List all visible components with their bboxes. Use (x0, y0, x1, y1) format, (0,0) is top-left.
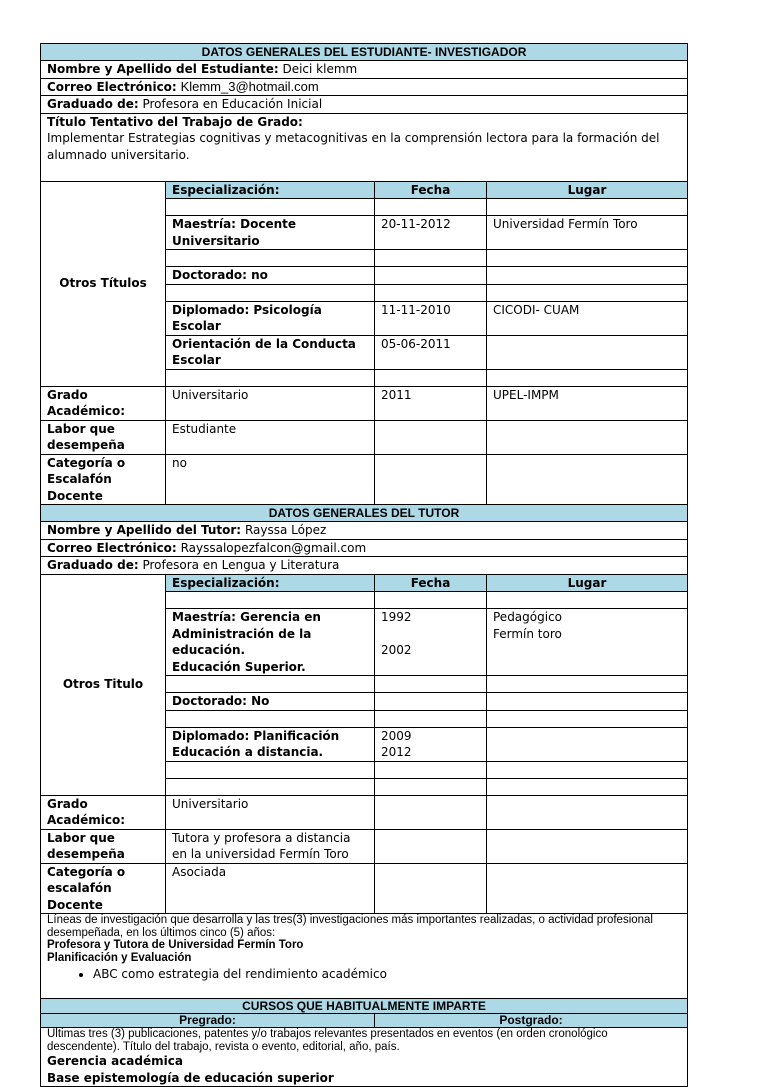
date-cell (375, 199, 487, 216)
spec-line: Educación a distancia. (172, 745, 324, 759)
spec-line: Maestría: Gerencia en Administración de la educación. (172, 610, 321, 657)
tutor-grad-label: Graduado de: (47, 558, 139, 572)
spec-cell (166, 761, 375, 778)
date-cell (375, 369, 487, 386)
spec-cell: Diplomado: Psicología Escolar (166, 301, 375, 335)
student-labor-row (41, 420, 688, 454)
spec-cell (166, 676, 375, 693)
spec-cell (166, 369, 375, 386)
student-grad-row (41, 96, 688, 114)
tutor-cat-label: Categoría o escalafón Docente (41, 863, 166, 914)
student-col-date: Fecha (375, 181, 487, 199)
spec-cell (166, 284, 375, 301)
date-cell: 11-11-2010 (375, 301, 487, 335)
student-name-row (41, 61, 688, 79)
place-cell (487, 250, 688, 267)
spec-cell (166, 710, 375, 727)
student-cat-value: no (166, 454, 375, 505)
spec-cell (166, 199, 375, 216)
empty-cell (487, 454, 688, 505)
date-cell (375, 693, 487, 711)
tutor-research-line: Planificación y Evaluación (47, 951, 192, 964)
form-sheet (40, 43, 687, 1087)
tutor-labor-value: Tutora y profesora a distancia en la universidad Fermín Toro (166, 829, 375, 863)
place-cell: Universidad Fermín Toro (487, 216, 688, 250)
empty-cell (375, 829, 487, 863)
place-cell (487, 284, 688, 301)
tutor-research-list (47, 966, 681, 982)
place-cell (487, 727, 688, 761)
student-thesis-cell (41, 113, 688, 181)
place-cell (487, 335, 688, 369)
list-item: • ABC como estrategia del rendimiento académico (93, 966, 681, 982)
student-col-spec: Especialización: (166, 181, 375, 199)
student-grado-row (41, 386, 688, 420)
student-labor-label: Labor que desempeña (41, 420, 166, 454)
tutor-other-titles-label: Otros Titulo (41, 574, 166, 795)
courses-pub-item: Base epistemología de educación superior (47, 1070, 334, 1085)
tutor-grad-value: Profesora en Lengua y Literatura (142, 558, 340, 572)
date-cell (375, 250, 487, 267)
tutor-email-row (41, 539, 688, 557)
place-cell (487, 778, 688, 795)
tutor-research-cell (41, 914, 688, 999)
tutor-grado-value: Universitario (166, 795, 375, 829)
empty-cell (487, 420, 688, 454)
student-grado-date: 2011 (375, 386, 487, 420)
empty-cell (375, 795, 487, 829)
empty-cell (375, 863, 487, 914)
spec-cell (166, 250, 375, 267)
student-grad-label: Graduado de: (47, 97, 139, 111)
student-grado-value: Universitario (166, 386, 375, 420)
student-thesis-label: Título Tentativo del Trabajo de Grado: (47, 114, 303, 129)
place-cell: CICODI- CUAM (487, 301, 688, 335)
form-table (40, 43, 688, 1087)
empty-cell (487, 795, 688, 829)
tutor-research-line: Profesora y Tutora de Universidad Fermín Toro (47, 939, 304, 951)
date-cell (375, 761, 487, 778)
spec-line: Educación Superior. (172, 659, 306, 674)
tutor-grado-row (41, 795, 688, 829)
student-name-value: Deici klemm (282, 62, 358, 76)
spec-cell (166, 778, 375, 795)
spec-cell: Doctorado: No (166, 693, 375, 711)
student-email-value: Klemm_3@hotmail.com (180, 78, 319, 94)
tutor-name-label: Nombre y Apellido del Tutor: (47, 523, 242, 537)
date-cell (375, 727, 487, 761)
place-line: Fermín toro (493, 626, 562, 641)
tutor-cat-value: Asociada (166, 863, 375, 914)
student-email-row (41, 78, 688, 96)
tutor-email-label: Correo Electrónico: (47, 540, 177, 555)
date-cell (375, 676, 487, 693)
tutor-col-place: Lugar (487, 574, 688, 592)
place-cell (487, 761, 688, 778)
student-email-label: Correo Electrónico: (47, 79, 177, 94)
student-section-header: DATOS GENERALES DEL ESTUDIANTE- INVESTIGADOR (41, 44, 688, 61)
courses-section-header: CURSOS QUE HABITUALMENTE IMPARTE (41, 999, 688, 1014)
spec-cell (166, 592, 375, 609)
tutor-grado-label: Grado Académico: (41, 795, 166, 829)
date-cell: 05-06-2011 (375, 335, 487, 369)
student-grad-value: Profesora en Educación Inicial (142, 97, 323, 111)
date-cell: 20-11-2012 (375, 216, 487, 250)
courses-pubs-intro: Ultimas tres (3) publicaciones, patentes y/o trabajos relevantes presentados en eventos (en orden cronológico descendente). Título del trabajo, revista o evento, editorial, año, país. (47, 1028, 608, 1053)
date-line: 1992 (381, 610, 412, 624)
student-cat-label: Categoría o Escalafón Docente (41, 454, 166, 505)
spec-cell (166, 609, 375, 676)
place-cell (487, 609, 688, 676)
tutor-section-header: DATOS GENERALES DEL TUTOR (41, 505, 688, 522)
date-cell (375, 609, 487, 676)
student-thesis-value: Implementar Estrategias cognitivas y metacognitivas en la comprensión lectora para la formación del alumnado universitario. (47, 131, 660, 162)
empty-cell (487, 829, 688, 863)
tutor-name-row (41, 522, 688, 540)
courses-postgrado-header: Postgrado: (375, 1014, 688, 1028)
spec-cell: Maestría: Docente Universitario (166, 216, 375, 250)
spec-line: Diplomado: Planificación (172, 728, 340, 743)
courses-publications-cell (41, 1028, 688, 1087)
date-line: 2009 (381, 728, 412, 743)
empty-cell (487, 863, 688, 914)
student-cat-row (41, 454, 688, 505)
spec-cell: Orientación de la Conducta Escolar (166, 335, 375, 369)
place-cell (487, 693, 688, 711)
place-cell (487, 369, 688, 386)
student-other-titles-label: Otros Títulos (41, 181, 166, 386)
tutor-labor-row (41, 829, 688, 863)
place-cell (487, 710, 688, 727)
tutor-labor-label: Labor que desempeña (41, 829, 166, 863)
tutor-name-value: Rayssa López (244, 523, 327, 537)
tutor-research-intro: Líneas de investigación que desarrolla y las tres(3) investigaciones más importantes realizadas, o actividad profesional desempeñada, en los últimos cinco (5) años: (47, 914, 653, 939)
date-line: 2002 (381, 642, 412, 657)
student-labor-value: Estudiante (166, 420, 375, 454)
date-cell (375, 284, 487, 301)
tutor-cat-row (41, 863, 688, 914)
empty-cell (375, 454, 487, 505)
courses-pub-item: Gerencia académica (47, 1054, 183, 1068)
courses-pregrado-header: Pregrado: (41, 1014, 375, 1028)
date-cell (375, 267, 487, 285)
student-grado-label: Grado Académico: (41, 386, 166, 420)
place-cell (487, 592, 688, 609)
tutor-grad-row (41, 557, 688, 575)
place-cell (487, 199, 688, 216)
student-grado-place: UPEL-IMPM (487, 386, 688, 420)
tutor-email-value: Rayssalopezfalcon@gmail.com (180, 540, 367, 555)
student-name-label: Nombre y Apellido del Estudiante: (47, 62, 279, 76)
place-cell (487, 267, 688, 285)
empty-cell (375, 420, 487, 454)
spec-cell (166, 727, 375, 761)
date-line: 2012 (381, 745, 412, 759)
date-cell (375, 592, 487, 609)
tutor-col-date: Fecha (375, 574, 487, 592)
place-line: Pedagógico (493, 610, 563, 624)
date-cell (375, 778, 487, 795)
tutor-col-spec: Especialización: (166, 574, 375, 592)
place-cell (487, 676, 688, 693)
spec-cell: Doctorado: no (166, 267, 375, 285)
date-cell (375, 710, 487, 727)
student-col-place: Lugar (487, 181, 688, 199)
